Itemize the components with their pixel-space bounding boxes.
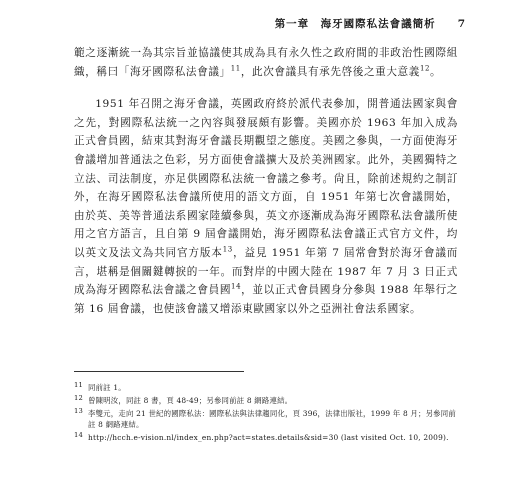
footnote-link[interactable]: http://hcch.e-vision.nl/index_en.php?act=states.details&sid=30 (last visited Oct. 10, 2009). [88,433,449,442]
paragraph-2-text-2: ，益見 1951 年第 7 屆常會對於海牙會議而言，堪稱是個關鍵轉捩的一年。而對岸的中國大陸在 1987 年 7 月 3 日正式成為海牙國際私法會議之會員國 [74,246,458,297]
paragraph-2 [74,95,458,318]
chapter-title: 第一章 海牙國際私法會議簡析 [274,18,436,30]
paragraph-2-text: 1951 年召開之海牙會議，英國政府終於派代表參加，開普通法國家與會之先，對國際私法統一之內容與發展頗有影響。美國亦於 1963 年加入成為正式會員國，結束其對海牙會議長期觀望之態度。美國之參與，一方面使海牙會議增加普通法之色彩，另方面使會議擴大及於美洲國家。此外，美國獨特之立法、司法制度，亦足供國際私法統一會議之參考。尙且，除前述規約之制訂外，在海牙國際私法會議所使用的語文方面，自 1951 年第七次會議開始，由於英、美等普通法系國家陸續參與，英文亦逐漸成為海牙國際私法會議所使用之官方語言，且自第 9 屆會議開始，海牙國際私法會議正式官方文件，均以英文及法文為共同官方版本 [74,98,458,259]
footnote-text: 李雙元，走向 21 世紀的國際私法：國際私法與法律趨同化，頁 396，法律出版社，1999 年 8 月；另參同前註 8 網路連結。 [88,409,456,429]
paragraph-1-text-3: 。 [430,65,442,78]
paragraph-2-text-3: ，並以正式會員國身分參與 1988 年舉行之第 16 屆會議，也使該會議又增添東歐國家以外之亞洲社會法系國家。 [74,284,458,315]
footnote-text: 同前註 1。 [88,383,126,392]
page-number: 7 [457,17,466,30]
footnote [74,408,458,430]
footnote-text: 曾陳明汝，同註 8 書，頁 48-49；另參同前註 8 網路連結。 [88,396,293,405]
footnote-ref-11[interactable]: 11 [230,64,241,73]
footnote-number: 12 [74,394,84,402]
paragraph-1-text-2: ，此次會議具有承先啓後之重大意義 [240,65,420,78]
footnote-number: 14 [74,431,84,439]
paragraph-1-text: 範之逐漸統一為其宗旨並協議使其成為具有永久性之政府間的非政治性國際組織，稱曰「海牙國際私法會議」 [74,47,458,78]
footnote-divider [74,371,244,372]
footnotes [74,382,458,445]
footnote-ref-14[interactable]: 14 [231,282,242,291]
body-text [74,44,458,318]
paragraph-1 [74,44,458,81]
footnote-number: 13 [74,407,84,415]
running-header [150,16,466,31]
footnote-number: 11 [74,381,84,389]
footnote-ref-12[interactable]: 12 [419,64,431,73]
footnote [74,382,458,393]
footnote [74,395,458,406]
footnote [74,432,458,443]
footnote-ref-13[interactable]: 13 [222,245,233,254]
